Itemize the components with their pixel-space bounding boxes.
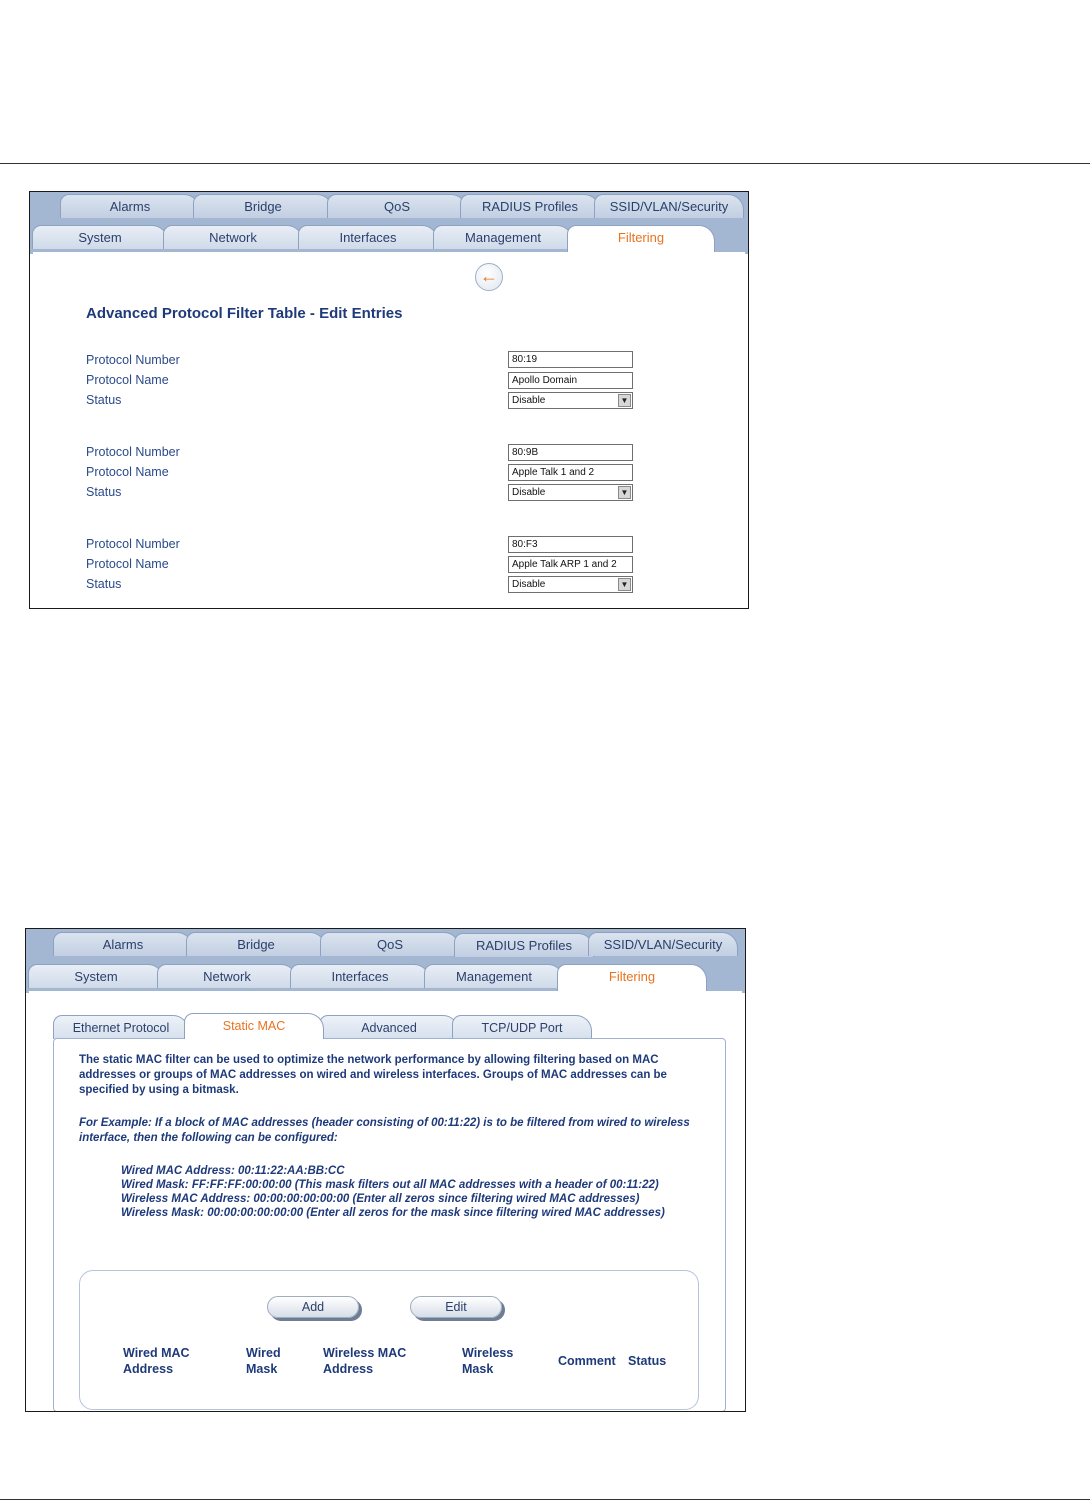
column-header-line: Mask [462, 1362, 494, 1376]
status-select[interactable] [508, 484, 633, 501]
column-header-line: Wireless [462, 1346, 514, 1360]
protocol-number-field[interactable]: 80:F3 [508, 536, 633, 553]
column-header-wired-mask [246, 1345, 281, 1377]
protocol-number-field[interactable]: 80:9B [508, 444, 633, 461]
example-line: Wireless MAC Address: 00:00:00:00:00:00 (Enter all zeros since filtering wired MAC addresses) [121, 1193, 640, 1205]
protocol-name-field[interactable]: Apollo Domain [508, 372, 633, 389]
subtab-static-mac[interactable]: Static MAC [184, 1013, 324, 1039]
column-header-line: Address [323, 1362, 374, 1376]
status-select[interactable] [508, 576, 633, 593]
tab-radius-profiles[interactable]: RADIUS Profiles [460, 194, 600, 218]
tab-filtering[interactable]: Filtering [557, 964, 707, 991]
tab-alarms[interactable]: Alarms [60, 194, 200, 218]
example-line: Wired Mask: FF:FF:FF:00:00:00 (This mask filters out all MAC addresses with a header of 00:11:22) [121, 1179, 659, 1191]
column-header-line: Wired [246, 1346, 281, 1360]
status-select[interactable] [508, 392, 633, 409]
example-line: Wireless Mask: 00:00:00:00:00:00 (Enter all zeros for the mask since filtering wired MAC addresses) [121, 1207, 665, 1219]
add-button[interactable]: Add [267, 1296, 359, 1318]
tab-radius-profiles[interactable]: RADIUS Profiles [454, 933, 594, 957]
protocol-name-label: Protocol Name [86, 465, 169, 479]
back-arrow-icon[interactable]: ← [475, 263, 503, 291]
tab-bridge[interactable]: Bridge [186, 932, 326, 956]
status-select-value: Disable [512, 487, 546, 498]
page-header-rule [0, 163, 1090, 164]
protocol-name-field[interactable]: Apple Talk ARP 1 and 2 [508, 556, 633, 573]
chevron-down-icon[interactable]: ▼ [618, 394, 631, 407]
column-header-line: Wireless MAC [323, 1346, 407, 1360]
tab-management[interactable]: Management [424, 964, 564, 988]
protocol-filter-edit-screen [29, 191, 749, 609]
description-text: The static MAC filter can be used to optimize the network performance by allowing filtering based on MAC addresses or groups of MAC addresses on wired and wireless interfaces. Groups of MAC addresses can be specified by using a bitmask. [79, 1054, 667, 1096]
tab-management[interactable]: Management [433, 225, 573, 249]
tab-alarms[interactable]: Alarms [53, 932, 193, 956]
tab-ssid-vlan-security[interactable]: SSID/VLAN/Security [588, 932, 738, 956]
protocol-name-field[interactable]: Apple Talk 1 and 2 [508, 464, 633, 481]
content-area [33, 252, 745, 605]
static-mac-filter-screen [25, 928, 746, 1412]
tab-qos[interactable]: QoS [327, 194, 467, 218]
status-label: Status [86, 485, 122, 499]
subtab-ethernet-protocol[interactable]: Ethernet Protocol [53, 1015, 189, 1039]
example-intro-text: For Example: If a block of MAC addresses (header consisting of 00:11:22) is to be filtered from wired to wireless interface, then the following can be configured: [79, 1117, 690, 1144]
column-header-status: Status [628, 1354, 667, 1368]
tab-interfaces[interactable]: Interfaces [298, 225, 438, 249]
status-select-value: Disable [512, 395, 546, 406]
protocol-number-label: Protocol Number [86, 353, 180, 367]
edit-button[interactable]: Edit [410, 1296, 502, 1318]
subtab-tcp-udp-port[interactable]: TCP/UDP Port [452, 1015, 592, 1039]
protocol-number-label: Protocol Number [86, 537, 180, 551]
column-header-line: Address [123, 1362, 174, 1376]
protocol-number-label: Protocol Number [86, 445, 180, 459]
column-header-wireless-mac [323, 1345, 406, 1377]
example-line: Wired MAC Address: 00:11:22:AA:BB:CC [121, 1165, 345, 1177]
protocol-name-label: Protocol Name [86, 373, 169, 387]
status-label: Status [86, 577, 122, 591]
page-title: Advanced Protocol Filter Table - Edit Entries [86, 305, 403, 322]
status-select-value: Disable [512, 579, 546, 590]
tab-filtering[interactable]: Filtering [567, 225, 715, 252]
status-label: Status [86, 393, 122, 407]
column-header-line: Wired MAC [123, 1346, 190, 1360]
tab-bridge[interactable]: Bridge [193, 194, 333, 218]
tab-ssid-vlan-security[interactable]: SSID/VLAN/Security [594, 194, 744, 218]
tab-qos[interactable]: QoS [320, 932, 460, 956]
static-mac-panel [53, 1038, 726, 1412]
column-header-comment: Comment [558, 1354, 616, 1368]
page-footer-rule [0, 1499, 1090, 1500]
content-area [29, 991, 742, 1408]
mac-table-box [79, 1270, 699, 1410]
column-header-wired-mac [123, 1345, 190, 1377]
subtab-advanced[interactable]: Advanced [319, 1015, 459, 1039]
tab-interfaces[interactable]: Interfaces [290, 964, 430, 988]
tab-system[interactable]: System [32, 225, 168, 249]
column-header-line: Mask [246, 1362, 278, 1376]
tab-network[interactable]: Network [157, 964, 297, 988]
tab-network[interactable]: Network [163, 225, 303, 249]
chevron-down-icon[interactable]: ▼ [618, 578, 631, 591]
chevron-down-icon[interactable]: ▼ [618, 486, 631, 499]
tab-system[interactable]: System [28, 964, 164, 988]
protocol-name-label: Protocol Name [86, 557, 169, 571]
protocol-number-field[interactable]: 80:19 [508, 351, 633, 368]
column-header-wireless-mask [462, 1345, 513, 1377]
